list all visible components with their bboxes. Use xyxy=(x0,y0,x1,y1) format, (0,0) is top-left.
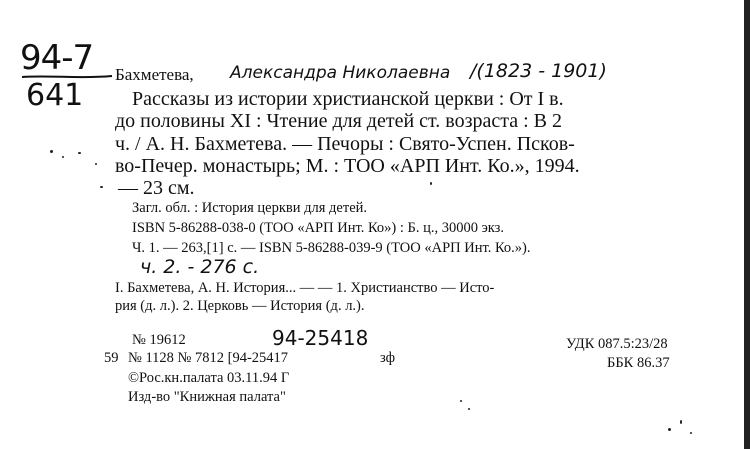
tracing-line-1: I. Бахметева, А. Н. История... — — 1. Христианство — Исто- xyxy=(115,280,495,296)
shelfmark-bottom: 641 xyxy=(26,78,84,113)
footer-line-2: № 1128 № 7812 [94-25417 xyxy=(128,350,289,366)
scan-speck xyxy=(430,182,432,185)
note-part-1: Ч. 1. — 263,[1] с. — ISBN 5-86288-039-9 (ТОО «АРП Инт. Ко.»). xyxy=(132,240,531,256)
handwritten-part-2: ч. 2. - 276 с. xyxy=(140,256,260,278)
card-right-edge xyxy=(744,0,750,449)
heading-author-handwritten: Александра Николаевна xyxy=(230,63,451,83)
scan-speck xyxy=(95,163,97,165)
footer-line-2-suffix: зф xyxy=(380,350,396,366)
body-line-4: во-Печер. монастырь; М. : ТОО «АРП Инт. Ко.», 1994. xyxy=(115,155,580,177)
footer-publisher: Изд-во "Книжная палата" xyxy=(128,389,286,405)
scan-speck xyxy=(468,408,470,410)
footer-number: № 19612 xyxy=(132,332,186,348)
scan-speck xyxy=(62,156,64,158)
note-cover-title: Загл. обл. : История церкви для детей. xyxy=(132,200,368,216)
body-line-2: до половины XI : Чтение для детей ст. возраста : В 2 xyxy=(115,110,563,132)
scan-speck xyxy=(460,400,462,402)
body-line-1: Рассказы из истории христианской церкви : От I в. xyxy=(132,88,564,110)
body-line-5: — 23 см. xyxy=(118,177,195,199)
tracing-line-2: рия (д. л.). 2. Церковь — История (д. л.). xyxy=(115,298,365,314)
scan-speck xyxy=(50,150,53,153)
heading-life-dates: /(1823 - 1901) xyxy=(470,60,607,82)
note-isbn: ISBN 5-86288-038-0 (ТОО «АРП Инт. Ко») : Б. ц., 30000 экз. xyxy=(132,220,505,236)
scan-speck xyxy=(668,428,671,431)
footer-udk: УДК 087.5:23/28 xyxy=(566,336,668,352)
scan-speck xyxy=(100,186,103,188)
scan-speck xyxy=(690,432,692,434)
footer-stamp: 94-25418 xyxy=(272,326,369,350)
footer-copyright: ©Рос.кн.палата 03.11.94 Г xyxy=(128,370,290,386)
scan-speck xyxy=(78,152,81,154)
scan-speck xyxy=(680,420,682,424)
shelfmark-top: 94-7 xyxy=(20,38,94,78)
body-line-3: ч. / А. Н. Бахметева. — Печоры : Свято-Успен. Псков- xyxy=(115,133,575,155)
footer-bbk: ББК 86.37 xyxy=(607,355,670,371)
heading-author: Бахметева, xyxy=(115,65,194,84)
footer-prefix: 59 xyxy=(104,350,119,366)
